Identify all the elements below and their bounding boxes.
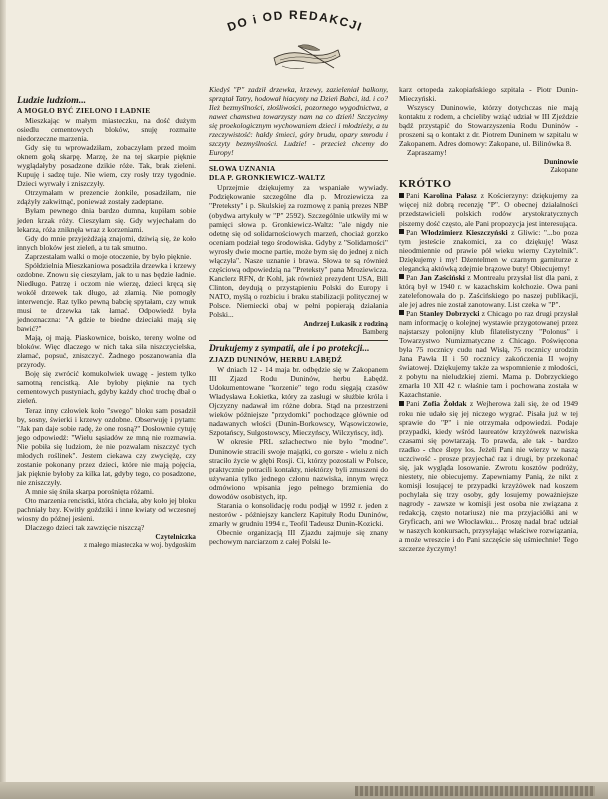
krotko-item: Pani Karolina Pałasz z Kościerzyny: dziękujemy za więcej niż dobrą recenzję "P". O obecnej działalności przedstawicieli polskich rodów arystokratycznych piszemy dość często, ale Pani propozycja jest interesująca. xyxy=(399,191,579,228)
section-subtitle: DLA P. GRONKIEWICZ-WALTZ xyxy=(209,173,326,183)
bullet-icon xyxy=(399,274,404,279)
person-name: Stanley Dobrzycki xyxy=(419,308,480,318)
signature: Andrzej Łukasik z rodziną xyxy=(303,319,388,329)
paragraph: Otrzymałam w prezencie żonkile, posadziłam, nie zdążyły zakwitnąć, ponieważ zostały zadeptane. xyxy=(17,188,196,207)
decorative-strip xyxy=(355,786,595,796)
bullet-icon xyxy=(399,310,404,315)
signature-place: z małego miasteczka w woj. bydgoskim xyxy=(84,541,196,550)
krotko-item: Pani Zofia Żołdak z Wejherowa żali się, że od 1949 roku nie udało się jej niczego wygrać. Pisała już w tej sprawie do "P" i nie otrzymała odpowiedzi. Podaje przypadki, kiedy wśród laureatów krzyżówek nazwiska czasami się powtarzają. To prawda, ale tak - bardzo rzadko - chce ślepy los. Jeżeli Pani nie wierzy w naszą uczciwość - prosze przyjechać raz i drugi, by przekonać się, jak wygląda losowanie. Zwrotu kosztów podróży, niestety, nie obiecujemy. Zapewniamy Panią, że nikt z komisji losującej te przypadki krzyżówek nad koszem pochylała się trzy osoby, gdy losujemy poważniejsze nagrody - zawsze w komisji jest osoba nie związana z redakcją, często notariusz) nie ma przyjaciółki ani w Gryficach, ani we Włocławku... Proszę nadal brać udział w naszych konkursach, przysyłając właściwe rozwiązania, a może wreszcie i do Pani szczęście się uśmiechnie! Tego szczerze życzymy! xyxy=(399,399,578,554)
signature: Duninowie xyxy=(543,157,578,167)
page-gutter xyxy=(0,0,6,799)
paragraph: Mają, oj mają. Piaskownice, boisko, tereny wolne od bloków. Więc dlaczego w nich taka siła niszczycielska, złamać, popsuć, zniszczyć. Żadnego poszanowania dla przyrody. xyxy=(17,333,196,370)
krotko-item: Pan Jan Zaściński z Montrealu przysłał list dla pani, z którą był w 1940 r. w kazachskim kołchozie. Owa pani zatelefonowała do p. Zaścińskiego po naszej publikacji, ale jej adres nie został zanotowany. List czeka w "P". xyxy=(399,272,578,309)
paragraph: W okresie PRL szlachectwo nie było "modne". Duninowie stracili swoje majątki, co gorsze - wielu z nich straciło życie w głębi Rosji. Ci, którzy pozostali w Polsce, praktycznie potracili kontakty, niektórzy byli zmuszeni do używania tylko jednego członu nazwiska, innym wręcz odmówiono wpisania jego pełnego brzmienia do dowodów osobistych, itp. xyxy=(209,437,388,501)
divider xyxy=(209,340,388,341)
section-title: SŁOWA UZNANIA xyxy=(209,164,276,174)
paragraph: Zaprzestałam walki o moje otoczenie, by było pięknie. xyxy=(25,251,192,261)
paragraph: Starania o konsolidację rodu podjął w 1992 r. jeden z nestorów - późniejszy kanclerz Kapituły Rodu Duninów, zmarły w grudniu 1994 r., Teofil Tadeusz Dunin-Kozicki. xyxy=(209,500,388,528)
paragraph: Dlaczego dzieci tak zawzięcie niszczą? xyxy=(25,523,145,533)
paragraph: karz ortopeda zakopiańskiego szpitala - Piotr Dunin-Mieczyński. xyxy=(399,85,578,104)
person-name: Jan Zaściński xyxy=(419,272,465,282)
signature-place: Zakopane xyxy=(550,166,578,175)
column-left xyxy=(17,95,196,550)
krotko-item: Pan Stanley Dobrzycki z Chicago po raz drugi przysłał nam informację o kolejnej wystawie przygotowanej przez najstarszy polonijny klub filatelistyczny "Polonus" i Towarzystwo Numizmatyczne z Chicago. Poświęcona była 75 rocznicy cudu nad Wisłą, 75 rocznicy urodzin Jana Pawła II i 50 rocznicy zakończenia II wojny światowej. Dziękujemy także za wspomnienie z młodości, z pobytu na nieludzkiej ziemi. Mama p. Dobrzyckiego zmarła 10 XII 42 r. właśnie tam i pochowana została w Kazachstanie. xyxy=(399,308,578,400)
article-subheading: A MOGŁO BYĆ ZIELONO I ŁADNIE xyxy=(17,106,151,115)
person-name: Karolina Pałasz xyxy=(423,191,477,201)
paragraph: Gdy do mnie przyjeżdżają znajomi, dziwią się, że koło innych bloków jest zieleń, a tu tak smutno. xyxy=(17,233,196,252)
divider xyxy=(209,160,388,161)
paragraph: Boję się zwrócić komukolwiek uwagę - jestem tylko samotną rencistką. Ale byłoby pięknie na tych cementowych pustyniach, gdyby każdy choć trochę dbał o zieleń. xyxy=(17,369,196,406)
bullet-icon xyxy=(399,401,404,406)
paragraph: Mieszkając w małym miasteczku, na dość dużym osiedlu cementowych bloków, snuję rozmaite niedorzeczne marzenia. xyxy=(17,116,196,144)
paragraph: Teraz inny człowiek koło "swego" bloku sam posadził by, sosny, świerki i krzewy ozdobne. Obserwuję i pytam: "Jak pan daje sobie radę, że one rosną?" Dosłownie cytuję jego odpowiedź: "Wielu sąsiadów ze mną nie rozmawia. Nie pobiła się ludziom, że nie pozwalam niszczyć tych młodych roślinek". Jestem ciekawa czy zwyciężę, czy zostanie pokonany przez dzieci, które nie mają pojęcia, jak pięknie byłoby za kilka lat, gdyby tego, co posadzone, nie zniszczyły. xyxy=(17,405,196,487)
person-name: Włodzimierz Kieszczyński xyxy=(420,227,508,237)
quill-illustration-icon xyxy=(268,38,344,74)
paragraph: Zapraszamy! xyxy=(407,148,447,158)
bullet-icon xyxy=(399,229,404,234)
krotko-item: Pan Włodzimierz Kieszczyński z Gliwic: "...bo poza tym jesteście znakomici, za co dziękuję! Wasz nieodmiennie od prawie pół wieku wierny Czytelnik". Dziękujemy i my! Dżentelmen w czarnym garniturze z elegancką aktówką zdejmie brązowe buty! Obiecujemy! xyxy=(399,227,578,273)
section-heading: Drukujemy z sympatii, ale i po protekcji... xyxy=(209,344,370,355)
paragraph: Oto marzenia rencistki, która chciała, aby koło jej bloku pachniały bzy. Kwitły goździki i inne kwiaty od wczesnej wiosny do późnej jesieni. xyxy=(17,495,196,524)
paragraph: Spółdzielnia Mieszkaniowa posadziła drzewka i krzewy ozdobne. Znowu się cieszyłam, jak to u nas będzie ładnie. Niedługo. Patrzę i oczom nie wierzę, dzieci kręcą się wokół drzewek tak długo, aż złamią. Nie pomogły interwencje. Raz tylko pewną babcię spytałam, czy wnuk musi te drzewka tak łamać. Odpowiedź była jednoznaczna: "A gdzie te biedne dzieciaki mają się bawić?" xyxy=(17,260,196,334)
signature: Czytelniczka xyxy=(155,532,196,542)
person-name: Zofia Żołdak xyxy=(422,399,467,409)
signature-place: Bamberg xyxy=(362,328,388,337)
editorial-quote: Kiedyś "P" zadził drzewka, krzewy, zazieleniał balkony, sprzątał Tatry, hodował hiacynty na Dzień Babci, itd. i co? Ileż bezmyślności, złośliwości, pozornego wygodnictwa, a nawet chamstwa towarzyszy nam na co dzień! Szczycimy się proekologicznym wychowaniem dzieci i młodzieży, a tu rzeczywistość: hałdy śmieci, góry brudu, opary smrodu i szczyty bezmyślności. Ludzie! - przecież chcemy do Europy! xyxy=(209,85,388,158)
paragraph: Uprzejmie dziękujemy za wspaniałe wywiady. Podziękowanie szczególne dla p. Mroziewicza za "Preteksty" i p. Skulskiej za rozmowę z panią prezes NBP (obydwa artykuły w "P" 2592). Szczególnie utkwiły mi w pamięci słowa p. Gronkiewicz-Waltz: "ale nigdy nie odetnę się od solidarnościowych marzeń, chociaż gorzko oceniam podział tego środowiska. Gdyby z "Solidarności" wyrosły dwie mocne partie, może bym się do jednej z nich włączyła". Nasze uznanie i brawa. Słowa te są również częściową odpowiedzią na "Preteksty" pana Mroziewicza. Kanclerz RFN, dr Kohl, jak również prezydent USA, Bill Clinton, deydują o przystąpieniu Polski do Europy i NATO, myślą o rozbiciu i braku stabilizacji politycznej w Polsce. Niemiecki obaj w pełni popierają działania Polski... xyxy=(209,183,388,320)
paragraph: W dniach 12 - 14 maja br. odbędzie się w Zakopanem III Zjazd Rodu Duninów, herbu Łabędź. Udokumentowane "korzenie" tego rodu sięgają czasów Władysława Łokietka, który za zasługi w służbie króla i Ojczyzny nadawał im różne dobra. Stąd na przestrzeni wieków późniejsze "przydomki" pochodzące głównie od nadawanych włości (Dunin-Borkowscy, Wąsowiczowie, Szpotańscy, Sulgostowscy, Mieczyńscy, Wilczyńscy, itd). xyxy=(209,365,388,438)
banner-title-text: DO i OD REDAKCJI xyxy=(225,7,365,35)
section-subtitle: ZJAZD DUNINÓW, HERBU ŁABĘDŹ xyxy=(209,355,343,365)
paragraph: Obecnie organizacją III Zjazdu zajmuje się znany pechowym narciarzom z całej Polski le- xyxy=(209,527,388,546)
bullet-icon xyxy=(399,193,404,198)
paragraph: Wszyscy Duninowie, którzy dotychczas nie mają kontaktu z rodem, a chcieliby wziąć udział w III Zjeździe bądź przystąpić do Stowarzyszenia Rodu Duninów - proszeni są o kontakt z dr. Piotrem Duninem w szpitalu w Zakopanem. Adres domowy: Zakopane, ul. Bilinówka 8. xyxy=(399,103,578,149)
krotko-heading: KRÓTKO xyxy=(399,178,452,191)
column-middle xyxy=(209,85,388,546)
paragraph: A mnie się śniła skarpa porośnięta różami. xyxy=(25,486,154,496)
paragraph: Gdy się tu wprowadziłam, zobaczyłam przed moim oknem gołą skarpę. Marzę, że na tej skarpie pięknie wyglądałyby posadzone dzikie róże. Tak, brak zieleni. Kupuję i sadzę tuje. Nie wiem, czy rosły trzy tygodnie. Dzieci wyrwały i zniszczyły. xyxy=(17,143,196,189)
krotko-list xyxy=(399,191,578,553)
column-right xyxy=(399,85,578,553)
article-heading: Ludzie ludziom... xyxy=(17,95,87,106)
paragraph: Byłam pewnego dnia bardzo dumna, kupiłam sobie jeden krzak róży. Cieszyłam się. Gdy wyjechałam do lekarza, róża zniknęła wraz z korzeniami. xyxy=(17,206,196,234)
